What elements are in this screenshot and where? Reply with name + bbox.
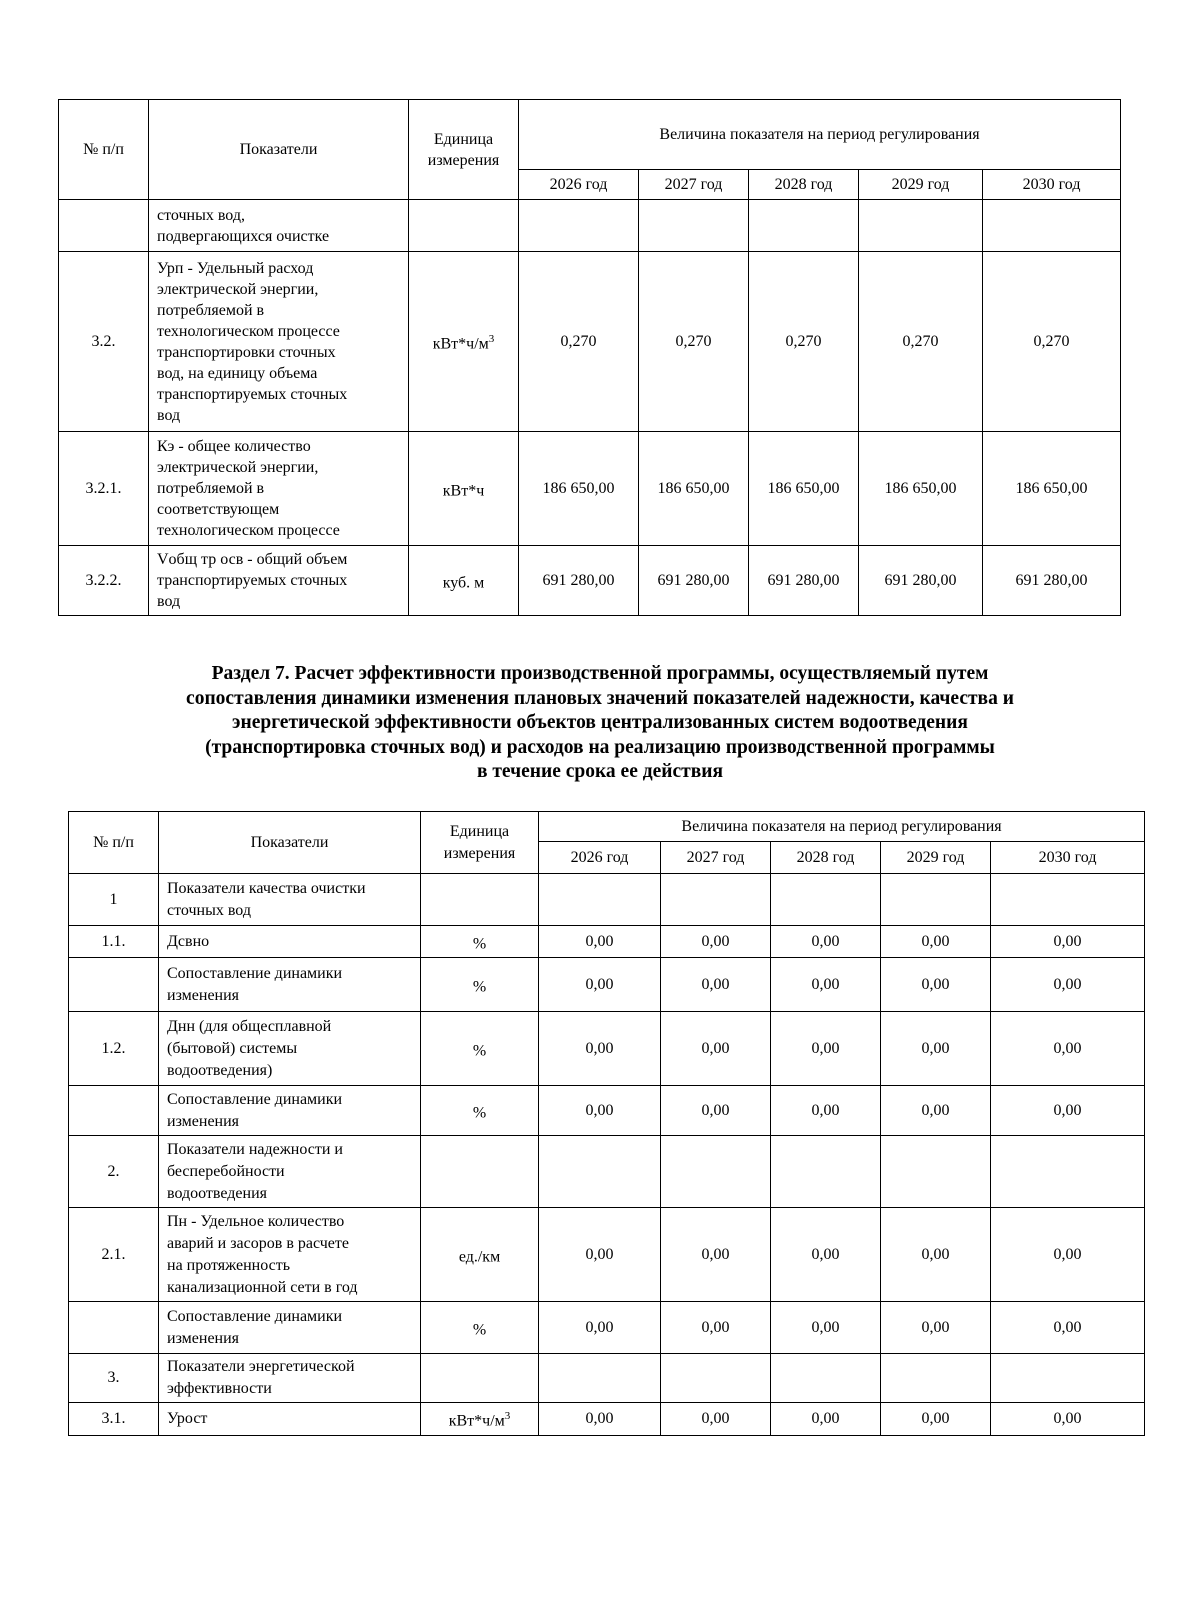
indicator-line: Урп - Удельный расход [157,259,314,277]
indicator-line: Днн (для общесплавной [167,1017,332,1035]
value-cell [771,1354,881,1403]
table-row [69,1403,1145,1435]
value-cell: 0,00 [881,1086,991,1136]
unit-cell [409,252,519,432]
indicator-name [159,1403,421,1435]
unit-text: % [472,1104,487,1122]
indicator-line: сточных вод, [157,206,245,224]
unit-text: ед./км [458,1248,501,1266]
table-row [59,546,1121,616]
value-cell [859,200,983,252]
unit-superscript: 3 [504,1410,511,1423]
unit-cell [421,1086,539,1136]
value-cell: 0,00 [991,958,1145,1012]
table-row [69,926,1145,958]
header-year: 2029 год [881,842,991,874]
row-number [69,1086,159,1136]
indicator-name [159,1302,421,1354]
value-cell: 0,270 [639,252,749,432]
header-year: 2026 год [519,170,639,200]
value-cell: 691 280,00 [749,546,859,616]
value-cell: 691 280,00 [639,546,749,616]
value-cell: 0,00 [661,1302,771,1354]
row-number: 3.2.1. [59,432,149,546]
table-row [69,1208,1145,1302]
indicator-line: аварий и засоров в расчете [167,1234,349,1252]
unit-cell [421,1354,539,1403]
indicator-line: потребляемой в [157,301,265,319]
value-cell: 186 650,00 [749,432,859,546]
value-cell [771,874,881,926]
table-row [69,1302,1145,1354]
unit-cell [421,1403,539,1435]
value-cell: 0,00 [881,958,991,1012]
value-cell: 0,270 [983,252,1121,432]
value-cell: 0,00 [661,1403,771,1435]
indicator-line: потребляемой в [157,480,265,497]
unit-cell [421,1302,539,1354]
indicator-name [159,1086,421,1136]
table-row [69,1136,1145,1208]
unit-text: куб. м [442,574,485,592]
row-number: 1.1. [69,926,159,958]
row-number: 2.1. [69,1208,159,1302]
value-cell: 0,00 [539,1012,661,1086]
indicator-line: Сопоставление динамики [167,964,343,982]
unit-superscript: 3 [488,332,495,345]
value-cell: 0,00 [991,1208,1145,1302]
indicator-name [149,252,409,432]
indicator-name [159,1208,421,1302]
indicator-name [159,1012,421,1086]
indicator-line: электрической энергии, [157,280,319,298]
indicator-line: изменения [167,1329,240,1347]
value-cell: 0,00 [991,1403,1145,1435]
header-year: 2028 год [771,842,881,874]
value-cell: 186 650,00 [519,432,639,546]
value-cell: 0,00 [661,1086,771,1136]
value-cell: 0,00 [661,1208,771,1302]
value-cell: 0,270 [749,252,859,432]
value-cell: 186 650,00 [859,432,983,546]
value-cell: 0,00 [661,926,771,958]
indicator-line: канализационной сети в год [167,1278,358,1296]
header-year: 2027 год [661,842,771,874]
row-number: 2. [69,1136,159,1208]
header-num: № п/п [69,812,159,874]
row-number: 3.2. [59,252,149,432]
value-cell: 0,270 [519,252,639,432]
efficiency-table [68,811,1145,1436]
indicator-line: Урост [167,1409,208,1427]
row-number [69,958,159,1012]
value-cell [539,1136,661,1208]
indicator-line: эффективности [167,1380,272,1398]
unit-text: % [472,978,487,996]
value-cell: 691 280,00 [859,546,983,616]
indicator-name [159,1354,421,1403]
value-cell: 0,00 [881,1403,991,1435]
value-cell [991,1136,1145,1208]
unit-cell [409,200,519,252]
value-cell: 0,00 [771,1302,881,1354]
value-cell [539,1354,661,1403]
value-cell: 186 650,00 [639,432,749,546]
indicator-line: соответствующем [157,501,280,518]
value-cell: 0,00 [991,1012,1145,1086]
header-period: Величина показателя на период регулирования [539,812,1145,842]
indicator-name [149,546,409,616]
indicator-name [159,926,421,958]
unit-cell [409,432,519,546]
indicator-line: водоотведения [167,1184,267,1202]
indicator-line: вод, на единицу объема [157,364,318,382]
header-unit: Единица измерения [409,100,519,200]
value-cell [881,1354,991,1403]
indicator-name [149,200,409,252]
value-cell: 0,00 [771,1086,881,1136]
row-number: 1 [69,874,159,926]
unit-cell [421,874,539,926]
value-cell [771,1136,881,1208]
row-number [59,200,149,252]
value-cell: 0,00 [539,1086,661,1136]
header-year: 2030 год [991,842,1145,874]
indicator-line: вод [157,593,181,610]
indicator-name [159,958,421,1012]
table-row [69,1086,1145,1136]
value-cell [539,874,661,926]
unit-cell [409,546,519,616]
indicator-line: технологическом процессе [157,322,340,340]
value-cell: 0,00 [539,926,661,958]
unit-text: % [472,935,487,953]
indicators-table-continued [58,99,1121,616]
indicator-line: транспортировки сточных [157,343,336,361]
unit-text: кВт*ч [442,482,485,500]
row-number: 3.1. [69,1403,159,1435]
unit-text: кВт*ч/м [432,335,489,353]
indicator-line: транспортируемых сточных [157,572,348,589]
table-row [69,958,1145,1012]
value-cell: 0,270 [859,252,983,432]
header-year: 2027 год [639,170,749,200]
unit-text: % [472,1042,487,1060]
value-cell: 0,00 [991,1086,1145,1136]
value-cell: 0,00 [771,926,881,958]
value-cell: 0,00 [539,958,661,1012]
header-year: 2030 год [983,170,1121,200]
table-row [59,432,1121,546]
unit-cell [421,1012,539,1086]
indicator-line: технологическом процессе [157,522,340,539]
indicator-line: изменения [167,986,240,1004]
value-cell [661,874,771,926]
indicator-line: водоотведения) [167,1061,273,1079]
value-cell [749,200,859,252]
value-cell [661,1136,771,1208]
value-cell [983,200,1121,252]
value-cell: 0,00 [881,1208,991,1302]
indicator-line: Сопоставление динамики [167,1307,343,1325]
indicator-line: бесперебойности [167,1162,285,1180]
value-cell: 0,00 [539,1208,661,1302]
indicator-line: электрической энергии, [157,459,319,476]
value-cell: 186 650,00 [983,432,1121,546]
unit-cell [421,1136,539,1208]
unit-cell [421,926,539,958]
table-row [69,1354,1145,1403]
value-cell: 0,00 [771,958,881,1012]
value-cell [639,200,749,252]
row-number: 3.2.2. [59,546,149,616]
header-indicator: Показатели [159,812,421,874]
table-row [59,252,1121,432]
value-cell: 0,00 [771,1403,881,1435]
unit-cell [421,958,539,1012]
indicator-line: Показатели надежности и [167,1140,343,1158]
indicator-line: вод [157,406,181,424]
indicator-line: Сопоставление динамики [167,1090,343,1108]
value-cell: 0,00 [539,1302,661,1354]
header-num: № п/п [59,100,149,200]
value-cell [661,1354,771,1403]
header-indicator: Показатели [149,100,409,200]
section-7-title: Раздел 7. Расчет эффективности производственной программы, осуществляемый путем сопоставления динамики изменения плановых значений показателей надежности, качества и энергетической эффективности объектов централизованных систем водоотведения (транспортировка сточных вод) и расходов на реализацию производственной программы в течение срока ее действия [186,663,1014,782]
indicator-line: транспортируемых сточных [157,385,348,403]
indicator-name [159,874,421,926]
indicator-line: сточных вод [167,901,251,919]
indicator-line: (бытовой) системы [167,1039,298,1057]
unit-text: % [472,1321,487,1339]
value-cell: 0,00 [661,958,771,1012]
row-number: 3. [69,1354,159,1403]
unit-text: кВт*ч/м [448,1412,505,1430]
indicator-line: Пн - Удельное количество [167,1212,345,1230]
indicator-line: Показатели энергетической [167,1358,355,1376]
unit-cell [421,1208,539,1302]
indicator-line: на протяженность [167,1256,291,1274]
value-cell: 0,00 [991,1302,1145,1354]
value-cell: 0,00 [881,1302,991,1354]
value-cell: 691 280,00 [519,546,639,616]
indicator-line: Дсвно [167,932,210,950]
header-period: Величина показателя на период регулирования [519,100,1121,170]
header-year: 2028 год [749,170,859,200]
header-year: 2026 год [539,842,661,874]
indicator-name [149,432,409,546]
row-number: 1.2. [69,1012,159,1086]
indicator-line: Vобщ тр осв - общий объем [157,551,348,568]
indicator-line: подвергающихся очистке [157,227,330,245]
value-cell: 0,00 [539,1403,661,1435]
header-year: 2029 год [859,170,983,200]
value-cell [991,1354,1145,1403]
value-cell: 0,00 [881,926,991,958]
value-cell: 0,00 [991,926,1145,958]
value-cell: 0,00 [881,1012,991,1086]
value-cell [519,200,639,252]
value-cell [991,874,1145,926]
value-cell: 0,00 [771,1208,881,1302]
indicator-name [159,1136,421,1208]
table-row [59,200,1121,252]
indicator-line: Кэ - общее количество [157,438,311,455]
value-cell: 691 280,00 [983,546,1121,616]
indicator-line: изменения [167,1112,240,1130]
indicator-line: Показатели качества очистки [167,879,366,897]
value-cell: 0,00 [661,1012,771,1086]
value-cell [881,874,991,926]
value-cell [881,1136,991,1208]
row-number [69,1302,159,1354]
header-unit: Единица измерения [421,812,539,874]
table-row [69,874,1145,926]
value-cell: 0,00 [771,1012,881,1086]
table-row [69,1012,1145,1086]
